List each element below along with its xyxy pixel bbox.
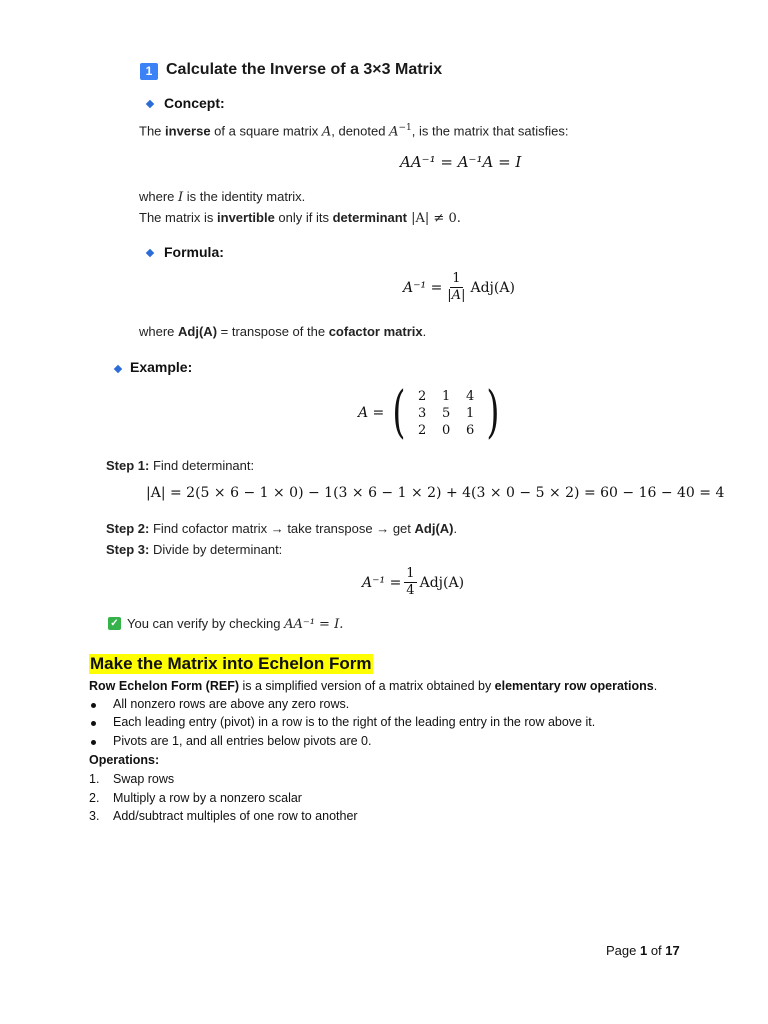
matrix-entry: 1 bbox=[466, 405, 475, 421]
matrix-left-paren: ( bbox=[392, 380, 406, 445]
section-number-badge: 1 bbox=[140, 63, 158, 80]
operation-number: 1. bbox=[89, 772, 100, 786]
matrix-entry: 3 bbox=[418, 405, 427, 421]
ref-intro: Row Echelon Form (REF) is a simplified version of a matrix obtained by elementary row operations. bbox=[89, 679, 658, 693]
example-matrix: A = ( 2 1 4 3 5 1 2 0 6 ) bbox=[358, 380, 500, 445]
ref-rule-3: Pivots are 1, and all entries below pivots are 0. bbox=[113, 734, 372, 748]
step-1: Step 1: Find determinant: bbox=[106, 458, 255, 473]
matrix-entry: 4 bbox=[466, 388, 475, 404]
identity-note: where I is the identity matrix. bbox=[139, 189, 306, 205]
concept-label: Concept: bbox=[164, 95, 225, 111]
step-3: Step 3: Divide by determinant: bbox=[106, 542, 283, 557]
page-number-footer: Page 1 of 17 bbox=[606, 943, 680, 958]
check-mark-icon: ✓ bbox=[108, 617, 121, 630]
final-inverse-formula: A⁻¹ = $\frac{1}{4}$ Adj(A) bbox=[362, 566, 465, 598]
matrix-entry: 2 bbox=[418, 422, 427, 438]
formula-label: Formula: bbox=[164, 244, 224, 260]
operation-item: Swap rows bbox=[113, 772, 175, 786]
ref-rule-1: All nonzero rows are above any zero rows. bbox=[113, 697, 350, 711]
operation-number: 3. bbox=[89, 809, 100, 823]
invertible-note: The matrix is invertible only if its determinant |A| ≠ 0. bbox=[139, 210, 461, 226]
operation-item: Multiply a row by a nonzero scalar bbox=[113, 791, 302, 805]
matrix-entry: 1 bbox=[442, 388, 451, 404]
adjugate-note: where Adj(A) = transpose of the cofactor matrix. bbox=[139, 324, 427, 339]
bullet-icon bbox=[91, 740, 96, 745]
concept-line-1: The inverse of a square matrix A, denoted $A^{-1}$, is the matrix that satisfies: bbox=[139, 123, 569, 140]
inverse-definition-equation: AA⁻¹ = A⁻¹A = I bbox=[400, 153, 522, 171]
example-bullet-icon bbox=[114, 365, 122, 373]
bullet-icon bbox=[91, 721, 96, 726]
operation-number: 2. bbox=[89, 791, 100, 805]
matrix-entry: 6 bbox=[466, 422, 475, 438]
matrix-entry: 2 bbox=[418, 388, 427, 404]
ref-rule-2: Each leading entry (pivot) in a row is to the right of the leading entry in the row above it. bbox=[113, 715, 596, 729]
step-2: Step 2: Find cofactor matrix → take transpose → get Adj(A). bbox=[106, 521, 458, 536]
matrix-right-paren: ) bbox=[486, 380, 500, 445]
operations-label: Operations: bbox=[89, 753, 160, 767]
inverse-formula: A⁻¹ = $\frac{1}{|A|}$ Adj(A) bbox=[403, 271, 515, 303]
operation-item: Add/subtract multiples of one row to another bbox=[113, 809, 358, 823]
matrix-entries bbox=[410, 389, 482, 438]
verify-note: You can verify by checking AA⁻¹ = I. bbox=[127, 616, 344, 632]
formula-bullet-icon bbox=[146, 249, 154, 257]
determinant-equation: |A| = 2(5 × 6 − 1 × 0) − 1(3 × 6 − 1 × 2) + 4(3 × 0 − 5 × 2) = 60 − 16 − 40 = 4 bbox=[146, 485, 725, 501]
concept-bullet-icon bbox=[146, 100, 154, 108]
section-title: Calculate the Inverse of a 3×3 Matrix bbox=[166, 61, 443, 78]
echelon-heading: Make the Matrix into Echelon Form bbox=[90, 654, 372, 673]
example-label: Example: bbox=[130, 359, 193, 375]
matrix-entry: 0 bbox=[442, 422, 451, 438]
matrix-entry: 5 bbox=[442, 405, 451, 421]
bullet-icon bbox=[91, 703, 96, 708]
